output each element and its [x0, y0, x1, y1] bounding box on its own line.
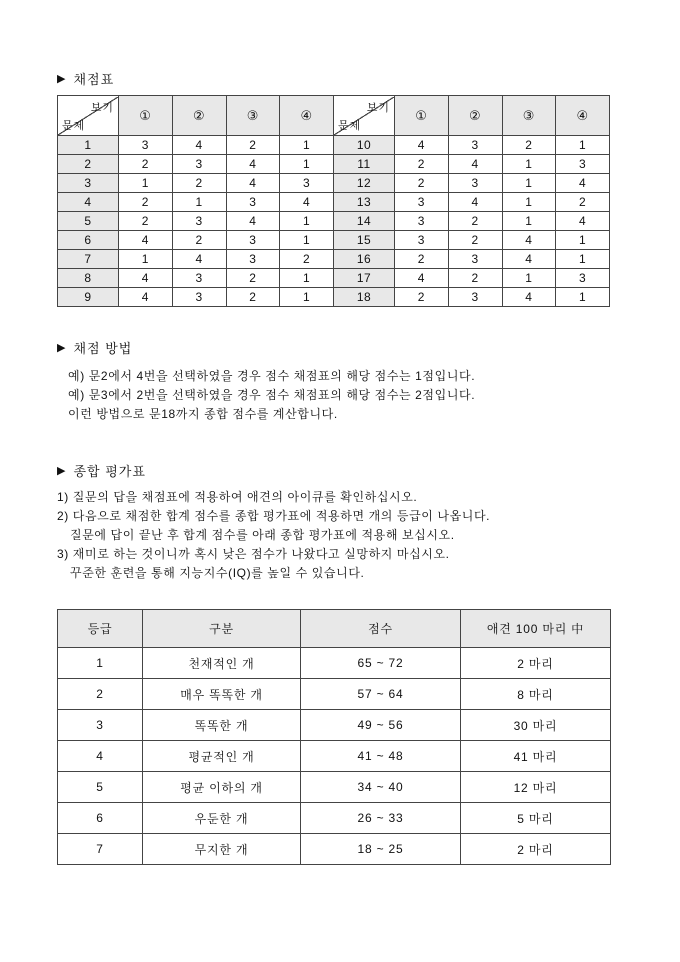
scoring-table: [57, 95, 610, 307]
score-cell: 3: [556, 269, 610, 288]
question-number: 2: [58, 155, 119, 174]
score-cell: 3: [226, 193, 280, 212]
method-lines: [68, 367, 610, 424]
grade-count-cell: 2 마리: [461, 648, 611, 679]
table-row: [58, 772, 611, 803]
corner-header-cell-right: [334, 96, 395, 136]
score-cell: 4: [502, 231, 556, 250]
score-cell: 4: [556, 212, 610, 231]
score-cell: 2: [502, 136, 556, 155]
score-cell: 1: [280, 136, 334, 155]
score-cell: 1: [280, 155, 334, 174]
question-number: 13: [334, 193, 395, 212]
triangle-bullet-icon: ▶: [57, 342, 67, 354]
question-number: 12: [334, 174, 395, 193]
table-row: [58, 648, 611, 679]
score-cell: 3: [448, 174, 502, 193]
score-cell: 2: [172, 231, 226, 250]
section-evaluation: [57, 464, 610, 583]
grade-number-cell: 6: [58, 803, 143, 834]
corner-label-choices: 보기: [366, 101, 390, 114]
score-cell: 1: [556, 136, 610, 155]
grade-category-cell: 똑똑한 개: [143, 710, 301, 741]
grade-score-range-cell: 26 ~ 33: [301, 803, 461, 834]
table-row: [58, 250, 610, 269]
grade-score-range-cell: 41 ~ 48: [301, 741, 461, 772]
scoring-header-row: [58, 96, 610, 136]
score-cell: 1: [280, 212, 334, 231]
score-cell: 1: [556, 288, 610, 307]
score-cell: 2: [172, 174, 226, 193]
score-cell: 2: [226, 269, 280, 288]
score-cell: 4: [119, 231, 173, 250]
score-cell: 1: [119, 250, 173, 269]
section-title-evaluation-label: 종합 평가표: [73, 464, 146, 479]
question-number: 1: [58, 136, 119, 155]
evaluation-line: 꾸준한 훈련을 통해 지능지수(IQ)를 높일 수 있습니다.: [70, 566, 365, 580]
section-title-evaluation: [57, 464, 610, 479]
score-cell: 4: [226, 155, 280, 174]
score-cell: 4: [226, 212, 280, 231]
table-row: [58, 155, 610, 174]
score-cell: 2: [448, 231, 502, 250]
evaluation-lines: [57, 488, 610, 583]
question-number: 18: [334, 288, 395, 307]
page-content: [57, 72, 610, 865]
choice-header: ①: [119, 96, 173, 136]
score-cell: 2: [119, 193, 173, 212]
score-cell: 2: [556, 193, 610, 212]
grade-number-cell: 2: [58, 679, 143, 710]
score-cell: 2: [119, 155, 173, 174]
grade-score-range-cell: 18 ~ 25: [301, 834, 461, 865]
question-number: 3: [58, 174, 119, 193]
score-cell: 1: [172, 193, 226, 212]
table-row: [58, 741, 611, 772]
score-cell: 2: [395, 288, 449, 307]
grade-category-cell: 천재적인 개: [143, 648, 301, 679]
grade-count-cell: 8 마리: [461, 679, 611, 710]
score-cell: 2: [395, 155, 449, 174]
diagonal-split-cell: [334, 97, 394, 135]
question-number: 8: [58, 269, 119, 288]
table-row: [58, 679, 611, 710]
choice-header: ②: [448, 96, 502, 136]
score-cell: 4: [502, 288, 556, 307]
question-number: 11: [334, 155, 395, 174]
score-cell: 1: [556, 250, 610, 269]
question-number: 9: [58, 288, 119, 307]
table-row: [58, 174, 610, 193]
score-cell: 3: [172, 155, 226, 174]
score-cell: 3: [448, 288, 502, 307]
grade-count-cell: 12 마리: [461, 772, 611, 803]
score-cell: 4: [448, 193, 502, 212]
grade-header-row: [58, 610, 611, 648]
corner-label-choices: 보기: [90, 101, 114, 114]
score-cell: 4: [172, 250, 226, 269]
grade-count-cell: 30 마리: [461, 710, 611, 741]
corner-label-question: 문제: [62, 119, 86, 132]
grade-count-cell: 5 마리: [461, 803, 611, 834]
grade-score-range-cell: 34 ~ 40: [301, 772, 461, 803]
score-cell: 2: [226, 288, 280, 307]
question-number: 7: [58, 250, 119, 269]
table-row: [58, 803, 611, 834]
evaluation-line: 3) 재미로 하는 것이니까 혹시 낮은 점수가 나왔다고 실망하지 마십시오.: [57, 547, 450, 561]
question-number: 15: [334, 231, 395, 250]
choice-header: ③: [226, 96, 280, 136]
score-cell: 3: [448, 250, 502, 269]
table-row: [58, 834, 611, 865]
grade-count-cell: 41 마리: [461, 741, 611, 772]
score-cell: 3: [172, 288, 226, 307]
table-row: [58, 288, 610, 307]
grade-number-cell: 1: [58, 648, 143, 679]
grade-col-header-category: 구분: [143, 610, 301, 648]
corner-header-cell-left: [58, 96, 119, 136]
score-cell: 3: [226, 231, 280, 250]
score-cell: 1: [119, 174, 173, 193]
score-cell: 2: [119, 212, 173, 231]
score-cell: 4: [502, 250, 556, 269]
score-cell: 4: [119, 288, 173, 307]
score-cell: 4: [280, 193, 334, 212]
table-row: [58, 710, 611, 741]
score-cell: 1: [280, 288, 334, 307]
score-cell: 4: [226, 174, 280, 193]
score-cell: 3: [395, 193, 449, 212]
score-cell: 2: [395, 174, 449, 193]
method-line: 예) 문2에서 4번을 선택하였을 경우 점수 채점표의 해당 점수는 1점입니다.: [68, 369, 476, 383]
choice-header: ②: [172, 96, 226, 136]
score-cell: 2: [280, 250, 334, 269]
score-cell: 4: [395, 136, 449, 155]
grade-number-cell: 7: [58, 834, 143, 865]
score-cell: 4: [556, 174, 610, 193]
grade-col-header-count: 애견 100 마리 中: [461, 610, 611, 648]
evaluation-line: 2) 다음으로 채점한 합계 점수를 종합 평가표에 적용하면 개의 등급이 나옵니다.: [57, 509, 491, 523]
question-number: 6: [58, 231, 119, 250]
grade-col-header-score: 점수: [301, 610, 461, 648]
grade-table: [57, 609, 611, 865]
grade-category-cell: 평균적인 개: [143, 741, 301, 772]
grade-category-cell: 매우 똑똑한 개: [143, 679, 301, 710]
score-cell: 3: [172, 212, 226, 231]
grade-category-cell: 평균 이하의 개: [143, 772, 301, 803]
diagonal-split-cell: [58, 97, 118, 135]
section-title-scoring-label: 채점표: [73, 72, 115, 87]
score-cell: 4: [448, 155, 502, 174]
question-number: 14: [334, 212, 395, 231]
score-cell: 1: [502, 155, 556, 174]
grade-category-cell: 우둔한 개: [143, 803, 301, 834]
score-cell: 3: [226, 250, 280, 269]
table-row: [58, 212, 610, 231]
table-row: [58, 136, 610, 155]
score-cell: 2: [448, 269, 502, 288]
score-cell: 4: [395, 269, 449, 288]
score-cell: 4: [119, 269, 173, 288]
score-cell: 3: [556, 155, 610, 174]
grade-number-cell: 5: [58, 772, 143, 803]
evaluation-line: 질문에 답이 끝난 후 합계 점수를 아래 종합 평가표에 적용해 보십시오.: [70, 528, 455, 542]
score-cell: 3: [172, 269, 226, 288]
score-cell: 3: [119, 136, 173, 155]
grade-number-cell: 3: [58, 710, 143, 741]
evaluation-line: 1) 질문의 답을 채점표에 적용하여 애견의 아이큐를 확인하십시오.: [57, 490, 418, 504]
question-number: 5: [58, 212, 119, 231]
section-method: [57, 341, 610, 424]
grade-number-cell: 4: [58, 741, 143, 772]
grade-col-header-grade: 등급: [58, 610, 143, 648]
score-cell: 1: [502, 174, 556, 193]
grade-category-cell: 무지한 개: [143, 834, 301, 865]
table-row: [58, 193, 610, 212]
question-number: 10: [334, 136, 395, 155]
score-cell: 1: [556, 231, 610, 250]
section-title-method: [57, 341, 610, 356]
table-row: [58, 269, 610, 288]
choice-header: ③: [502, 96, 556, 136]
method-line: 이런 방법으로 문18까지 종합 점수를 계산합니다.: [68, 407, 338, 421]
score-cell: 4: [172, 136, 226, 155]
score-cell: 1: [502, 269, 556, 288]
grade-score-range-cell: 49 ~ 56: [301, 710, 461, 741]
score-cell: 1: [280, 269, 334, 288]
score-cell: 2: [226, 136, 280, 155]
grade-count-cell: 2 마리: [461, 834, 611, 865]
section-title-method-label: 채점 방법: [73, 341, 133, 356]
score-cell: 2: [395, 250, 449, 269]
corner-label-question: 문제: [338, 119, 362, 132]
triangle-bullet-icon: ▶: [57, 465, 67, 477]
grade-score-range-cell: 65 ~ 72: [301, 648, 461, 679]
triangle-bullet-icon: ▶: [57, 73, 67, 85]
score-cell: 1: [502, 193, 556, 212]
method-line: 예) 문3에서 2번을 선택하였을 경우 점수 채점표의 해당 점수는 2점입니다.: [68, 388, 476, 402]
score-cell: 3: [448, 136, 502, 155]
section-title-scoring: [57, 72, 610, 87]
score-cell: 2: [448, 212, 502, 231]
score-cell: 1: [280, 231, 334, 250]
table-row: [58, 231, 610, 250]
score-cell: 1: [502, 212, 556, 231]
score-cell: 3: [280, 174, 334, 193]
choice-header: ①: [395, 96, 449, 136]
question-number: 17: [334, 269, 395, 288]
choice-header: ④: [280, 96, 334, 136]
question-number: 4: [58, 193, 119, 212]
choice-header: ④: [556, 96, 610, 136]
grade-score-range-cell: 57 ~ 64: [301, 679, 461, 710]
score-cell: 3: [395, 231, 449, 250]
question-number: 16: [334, 250, 395, 269]
score-cell: 3: [395, 212, 449, 231]
